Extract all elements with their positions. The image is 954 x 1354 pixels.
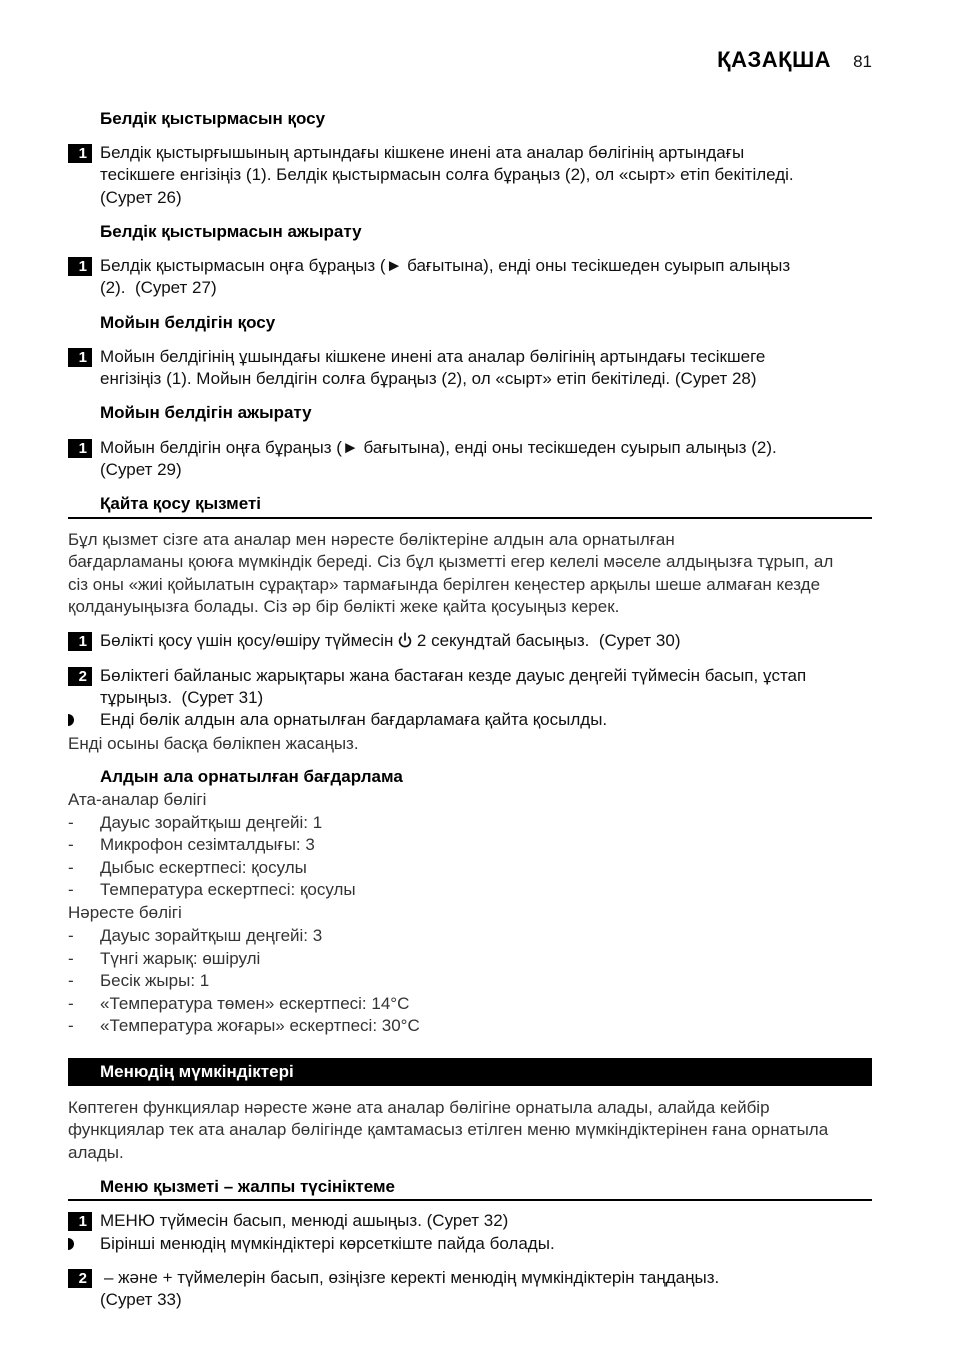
step-text-line: МЕНЮ түймесін басып, менюді ашыңыз. (Сурет 32) bbox=[100, 1211, 509, 1230]
language-label: ҚАЗАҚША bbox=[717, 47, 832, 72]
step-text-before-icon: Бөлікті қосу үшін қосу/өшіру түймесін bbox=[100, 631, 394, 650]
list-item bbox=[68, 857, 874, 879]
menu-result bbox=[68, 1233, 874, 1255]
neck-strap-detach-heading: Мойын белдігін ажырату bbox=[100, 403, 312, 422]
menu-features-paragraph bbox=[68, 1097, 874, 1164]
step-number-badge: 1 bbox=[68, 348, 92, 367]
list-item-text: Микрофон сезімталдығы: 3 bbox=[100, 835, 315, 855]
step-number-badge: 1 bbox=[68, 144, 92, 163]
belt-clip-detach-heading: Белдік қыстырмасын ажырату bbox=[100, 222, 362, 241]
list-item bbox=[68, 925, 874, 947]
reset-step-2 bbox=[68, 665, 874, 710]
dash-marker: - bbox=[68, 857, 74, 877]
neck-strap-attach-step bbox=[68, 346, 874, 391]
list-item bbox=[68, 1015, 874, 1037]
dash-marker: - bbox=[68, 948, 74, 968]
list-item bbox=[68, 948, 874, 970]
dash-marker: - bbox=[68, 835, 74, 855]
list-item bbox=[68, 993, 874, 1015]
menu-step-2 bbox=[68, 1267, 874, 1312]
page-number: 81 bbox=[853, 52, 872, 71]
menu-overview-heading: Меню қызметі – жалпы түсініктеме bbox=[100, 1177, 396, 1196]
menu-step-1 bbox=[68, 1210, 874, 1232]
step-text-line: тұрыңыз. (Сурет 31) bbox=[100, 688, 264, 708]
step-number-badge: 1 bbox=[68, 439, 92, 458]
belt-clip-detach-step bbox=[68, 255, 874, 300]
neck-strap-attach-heading: Мойын белдігін қосу bbox=[100, 313, 276, 332]
list-item bbox=[68, 812, 874, 834]
result-text: Енді бөлік алдын ала орнатылған бағдарламаға қайта қосылды. bbox=[100, 710, 608, 729]
reset-result bbox=[68, 709, 874, 731]
list-item-text: Дыбыс ескертпесі: қосулы bbox=[100, 857, 307, 877]
list-item bbox=[68, 879, 874, 901]
step-number-badge: 1 bbox=[68, 632, 92, 651]
section-divider bbox=[68, 1199, 872, 1201]
half-circle-bullet-icon bbox=[68, 714, 74, 726]
result-text: Бірінші менюдің мүмкіндіктері көрсеткіште пайда болады. bbox=[100, 1234, 555, 1253]
baby-unit-label bbox=[68, 902, 874, 924]
list-item bbox=[68, 834, 874, 856]
menu-features-banner bbox=[68, 1058, 872, 1086]
belt-clip-attach-step bbox=[68, 142, 874, 209]
list-item-text: «Температура жоғары» ескертпесі: 30°C bbox=[100, 1016, 420, 1036]
step-text-line bbox=[100, 630, 681, 652]
power-icon bbox=[398, 632, 412, 648]
step-number-badge: 2 bbox=[68, 667, 92, 686]
note-text: Енді осыны басқа бөлікпен жасаңыз. bbox=[68, 734, 359, 753]
parent-unit-label bbox=[68, 789, 874, 811]
paragraph-line: алады. bbox=[68, 1142, 124, 1162]
page-header bbox=[717, 47, 872, 75]
list-item-text: Дауыс зорайтқыш деңгейі: 1 bbox=[100, 813, 323, 832]
step-text-line: тесікшеге енгізіңіз (1). Белдік қыстырмасын солға бұраңыз (2), ол «сырт» етіп бекітіледі. bbox=[100, 165, 794, 185]
list-item-text: «Температура төмен» ескертпесі: 14°C bbox=[100, 993, 410, 1013]
dash-marker: - bbox=[68, 971, 74, 991]
paragraph-line: сіз оны «жиі қойылатын сұрақтар» тармағында берілген кеңестер арқылы шеше алмаған кезде bbox=[68, 574, 821, 594]
belt-clip-attach-heading: Белдік қыстырмасын қосу bbox=[100, 109, 326, 128]
menu-features-heading: Менюдің мүмкіндіктері bbox=[100, 1062, 294, 1081]
unit-label: Ата-аналар бөлігі bbox=[68, 790, 207, 809]
step-text-line: – және + түймелерін басып, өзіңізге керекті менюдің мүмкіндіктерін таңдаңыз. bbox=[104, 1268, 720, 1287]
reset-step-1 bbox=[68, 630, 874, 652]
list-item-text: Түнгі жарық: өшірулі bbox=[100, 948, 261, 968]
list-item-text: Бесік жыры: 1 bbox=[100, 971, 210, 991]
neck-strap-detach-step bbox=[68, 437, 874, 482]
step-text-line: Белдік қыстырмасын оңға бұраңыз (► бағытына), енді оны тесікшеден суырып алыңыз bbox=[100, 256, 791, 275]
list-item-text: Дауыс зорайтқыш деңгейі: 3 bbox=[100, 926, 323, 945]
paragraph-line: Көптеген функциялар нәресте және ата аналар бөлігіне орнатыла алады, алайда кейбір bbox=[68, 1098, 770, 1117]
paragraph-line: функциялар тек ата аналар бөлігінде қамтамасыз етілген меню мүмкіндіктерінен ғана орнатыла bbox=[68, 1120, 829, 1140]
paragraph-line: Бұл қызмет сізге ата аналар мен нәресте бөліктеріне алдын ала орнатылған bbox=[68, 530, 675, 549]
reset-note bbox=[68, 733, 874, 755]
dash-marker: - bbox=[68, 880, 74, 900]
step-number-badge: 1 bbox=[68, 1212, 92, 1231]
dash-marker: - bbox=[68, 926, 74, 945]
step-text-line: Бөліктегі байланыс жарықтары жана бастаған кезде дауыс деңгейі түймесін басып, ұстап bbox=[100, 666, 807, 685]
dash-marker: - bbox=[68, 993, 74, 1013]
reset-section-heading: Қайта қосу қызметі bbox=[100, 494, 261, 513]
unit-label: Нәресте бөлігі bbox=[68, 903, 182, 922]
step-text-after-icon: 2 секундтай басыңыз. (Сурет 30) bbox=[416, 631, 681, 650]
section-divider bbox=[68, 517, 872, 519]
list-item bbox=[68, 970, 874, 992]
step-text-line: (Сурет 29) bbox=[100, 460, 182, 480]
reset-intro-paragraph bbox=[68, 529, 874, 619]
step-text-line: енгізіңіз (1). Мойын белдігін солға бұраңыз (2), ол «сырт» етіп бекітіледі. (Сурет 28) bbox=[100, 369, 757, 389]
step-number-badge: 2 bbox=[68, 1269, 92, 1288]
list-item-text: Температура ескертпесі: қосулы bbox=[100, 880, 356, 900]
step-text-line: Мойын белдігінің ұшындағы кішкене инені ата аналар бөлігінің артындағы тесікшеге bbox=[100, 347, 766, 366]
dash-marker: - bbox=[68, 813, 74, 832]
step-text-line: (2). (Сурет 27) bbox=[100, 278, 217, 298]
step-text-line: Мойын белдігін оңға бұраңыз (► бағытына), енді оны тесікшеден суырып алыңыз (2). bbox=[100, 438, 777, 457]
step-text-line: (Сурет 26) bbox=[100, 187, 182, 207]
step-number-badge: 1 bbox=[68, 257, 92, 276]
dash-marker: - bbox=[68, 1016, 74, 1036]
preset-heading: Алдын ала орнатылған бағдарлама bbox=[100, 767, 403, 786]
paragraph-line: бағдарламаны қоюға мүмкіндік береді. Сіз бұл қызметті егер келелі мәселе алдыңызға тұрып, ал bbox=[68, 552, 834, 572]
half-circle-bullet-icon bbox=[68, 1238, 74, 1250]
step-text-line: Белдік қыстырғышының артындағы кішкене инені ата аналар бөлігінің артындағы bbox=[100, 143, 745, 162]
step-text-line: (Сурет 33) bbox=[100, 1290, 182, 1310]
paragraph-line: қолдануыңызға болады. Сіз әр бір бөлікті жеке қайта қосуыңыз керек. bbox=[68, 597, 620, 617]
